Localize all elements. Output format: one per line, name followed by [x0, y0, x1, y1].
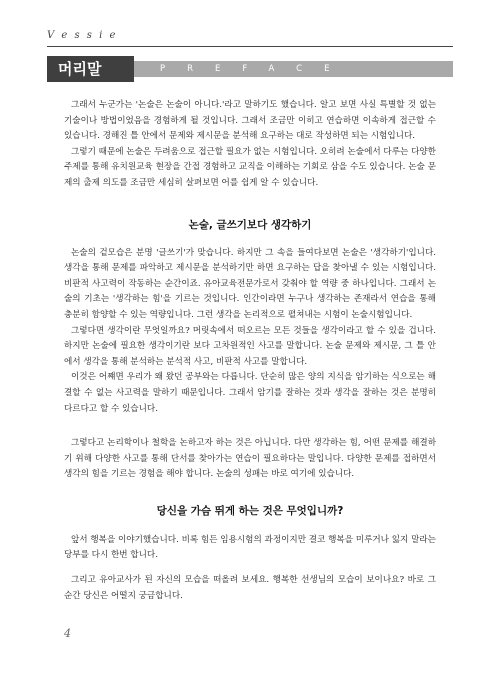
section-heading-1: 논술, 글쓰기보다 생각하기 — [188, 218, 312, 231]
intro-paragraph-1: 그래서 누군가는 '논술은 논술이 아니다.'라고 말하기도 했습니다. 알고 보면 사실 특별할 것 없는 기술이나 방법이었음을 경험하게 될 것입니다. 그래서 조금만 이히고 연습하면 이속하게 접근할 수 있습니다. 경해진 틀 안에서 문제와 제시문을 분석해 요구하는 대로 작성하면 되는 시험입니다. — [64, 100, 436, 142]
header-script-word: V e s s i e — [47, 30, 118, 41]
section1-paragraph-4: 그렇다고 논리학이나 철학을 논하고자 하는 것은 아닙니다. 다만 생각하는 힘, 어떤 문제를 해결하기 위해 다양한 사고를 통해 단서를 찾아가는 연습이 필요하다는 말입니다. 다양한 문제를 접하면서 생각의 힘을 기르는 경험을 해야 합니다. 논술의 성패는 바로 여기에 있습니다. — [64, 438, 436, 480]
chapter-label: 머리말 — [47, 56, 134, 82]
page-number: 4 — [64, 627, 71, 640]
section1-paragraph-2: 그렇다면 생각이란 무엇일까요? 머릿속에서 떠오르는 모든 것들을 생각이라고 할 수 있을 겁니다. 하지만 논술에 필요한 생각이기란 보다 고차원적인 사고를 말합니다. 논술 문제와 제시문, 그 틀 안에서 생각을 통해 분석하는 분석적 사고, 비판적 사고를 말합니다. — [64, 325, 436, 367]
section2-paragraph-2: 그리고 유아교사가 된 자신의 모습을 떠올려 보세요. 행복한 선생님의 모습이 보이나요? 바로 그 순간 당신은 어떨지 궁금합니다. — [64, 575, 436, 601]
paragraph-gap — [64, 564, 436, 573]
intro-paragraph-2: 그렇기 때문에 논술은 두려움으로 접근할 필요가 없는 시험입니다. 오히려 논술에서 다루는 다양한 주제를 통해 유치원교육 현장을 간접 경험하고 교직을 이해하는 기회로 삼을 수도 있습니다. 논술 문제의 출제 의도를 조금만 세심히 살펴보면 어를 쉽게 알 수 있습니다. — [64, 146, 436, 188]
paragraph-gap — [64, 417, 436, 436]
preface-bar: PREFACE — [134, 61, 453, 77]
section-heading-2: 당신을 가슴 뛰게 하는 것은 무엇입니까? — [156, 504, 344, 517]
section1-paragraph-1: 논술의 겉모습은 분명 '글쓰기'가 맞습니다. 하지만 그 속을 들여다보면 논술은 '생각하기'입니다. 생각을 통해 문제를 파악하고 제시문을 분석하기만 하면 요구하는 답을 찾아낼 수 있는 시험입니다. 비판적 사고력이 작동하는 순간이죠. 유아교육전문가로서 갖춰야 할 역량 중 하나입니다. 그래서 논술의 기초는 '생각하는 힘'을 기르는 것입니다. 인간이라면 누구나 생각하는 존재라서 연습을 통해 충분히 함양할 수 있는 역량입니다. 그런 생각을 논리적으로 펼쳐내는 시험이 논술시험입니다. — [64, 247, 436, 320]
section2-paragraph-1: 앞서 행복을 이야기했습니다. 비록 힘든 임용시험의 과정이지만 결코 행복을 미루거나 잃지 말라는 당부를 다시 한번 합니다. — [64, 534, 436, 561]
section1-paragraph-3: 이것은 어쨰면 우리가 왜 왔던 공부와는 다릅니다. 단순히 많은 양의 지식을 암기하는 식으로는 해결할 수 없는 사고력을 말하기 때문입니다. 그래서 암기를 잘하는 것과 생각을 잘하는 것은 분명히 다르다고 할 수 있습니다. — [64, 372, 436, 414]
header-rule — [47, 46, 453, 47]
page-content — [64, 98, 436, 604]
